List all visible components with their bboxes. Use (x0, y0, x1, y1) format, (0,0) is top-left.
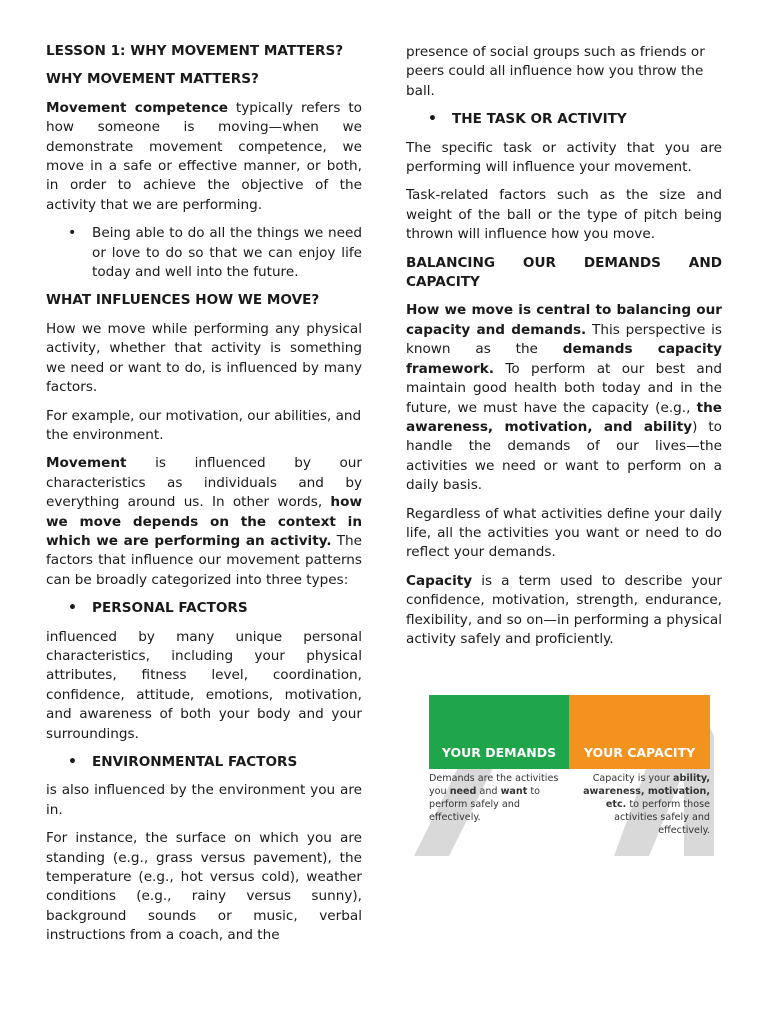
section-heading-influences: WHAT INFLUENCES HOW WE MOVE? (46, 292, 320, 309)
bold-want: want (500, 786, 528, 797)
paragraph: influenced by many unique personal characteristics, including your physical attributes, fitness level, coordination, confidence, attitude, emotions, motivation, and awareness of both your body and your surroundings. (46, 628, 362, 742)
term-capacity: Capacity (406, 572, 473, 589)
paragraph: is also influenced by the environment you are in. (46, 782, 362, 818)
paragraph: Task-related factors such as the size and weight of the ball or the type of pitch being thrown will influence how you move. (406, 187, 722, 243)
description-text: Demands are the activities you (429, 773, 559, 797)
bold-ability: ability, awareness, motivation, etc. (583, 773, 710, 810)
description-text: to perform safely and effectively. (429, 786, 541, 823)
bullet-task-activity: • THE TASK OR ACTIVITY (406, 110, 722, 129)
bold-phrase: how we move depends on the context in which we are performing an activity. (46, 494, 362, 549)
paragraph-text: is influenced by our characteristics as individuals and by everything around us. In other words, (46, 455, 362, 511)
description-text: Capacity is your (592, 773, 674, 784)
bold-need: need (449, 786, 477, 797)
bold-phrase: the awareness, motivation, and ability (406, 399, 722, 435)
term-framework: demands capacity framework. (406, 341, 722, 377)
paragraph-text: ) to handle the demands of our lives—the activities we need or want to perform on a daily basis. (406, 418, 722, 494)
description-text: to perform those activities safely and effectively. (614, 799, 710, 836)
bullet-item: • Being able to do all the things we need or love to do so that we can enjoy life today and well into the future. (46, 224, 362, 282)
paragraph: The specific task or activity that you are performing will influence your movement. (406, 139, 722, 176)
bullet-personal-factors: • PERSONAL FACTORS (46, 599, 362, 618)
term-movement: Movement (46, 455, 127, 472)
your-demands-box (429, 695, 569, 769)
paragraph-demands-capacity (406, 301, 722, 495)
bullet-list (46, 599, 362, 618)
paragraph: For example, our motivation, our abilities, and the environment. (46, 407, 362, 443)
your-demands-title: YOUR DEMANDS (441, 744, 557, 760)
paragraph: How we move while performing any physical activity, whether that activity is something we need or want to do, is influenced by many factors. (46, 320, 362, 396)
bullet-environmental-factors: • ENVIRONMENTAL FACTORS (46, 753, 362, 772)
bullet-list (46, 753, 362, 772)
paragraph-text: The factors that influence our movement patterns can be broadly categorized into three types: (46, 532, 362, 588)
your-capacity-title: YOUR CAPACITY (583, 744, 696, 760)
paragraph: Regardless of what activities define your daily life, all the activities you want or need to do reflect your demands. (406, 505, 722, 561)
demands-capacity-figure (414, 676, 724, 856)
bold-phrase: How we move is central to balancing our capacity and demands. (406, 302, 722, 338)
paragraph: For instance, the surface on which you are standing (e.g., grass versus pavement), the temperature (e.g., hot versus cold), weather conditions (e.g., rainy versus sunny), background sounds or music, verbal instructions from a coach, and the (46, 830, 362, 944)
left-column (46, 42, 362, 955)
lesson-title: LESSON 1: WHY MOVEMENT MATTERS? (46, 43, 344, 59)
demands-description (429, 772, 569, 824)
section-heading-why-movement: WHY MOVEMENT MATTERS? (46, 71, 259, 88)
paragraph-text: is a term used to describe your confidence, motivation, strength, endurance, flexibility, and so on—in performing a physical activity safely and proficiently. (406, 572, 722, 647)
capacity-description (569, 772, 710, 837)
paragraph: presence of social groups such as friends or peers could all influence how you throw the ball. (406, 44, 705, 99)
your-capacity-box (569, 695, 710, 769)
bullet-list (46, 224, 362, 282)
section-heading-balancing: BALANCING OUR DEMANDS AND CAPACITY (406, 254, 722, 291)
paragraph-capacity (406, 572, 722, 650)
right-column (406, 43, 722, 658)
term-movement-competence: Movement competence (46, 99, 228, 116)
description-text: and (476, 786, 501, 797)
paragraph-movement (46, 454, 362, 590)
paragraph-text: To perform at our best and maintain good health both today and in the future, we must have the capacity (e.g., (406, 360, 722, 416)
paragraph-movement-competence (46, 99, 362, 215)
bullet-list (406, 110, 722, 129)
paragraph-text: typically refers to how someone is moving—when we demonstrate movement competence, we move in a safe or effective manner, or both, in order to achieve the objective of the activity that we are performing. (46, 99, 362, 213)
paragraph-text: This perspective is known as the (406, 321, 722, 358)
